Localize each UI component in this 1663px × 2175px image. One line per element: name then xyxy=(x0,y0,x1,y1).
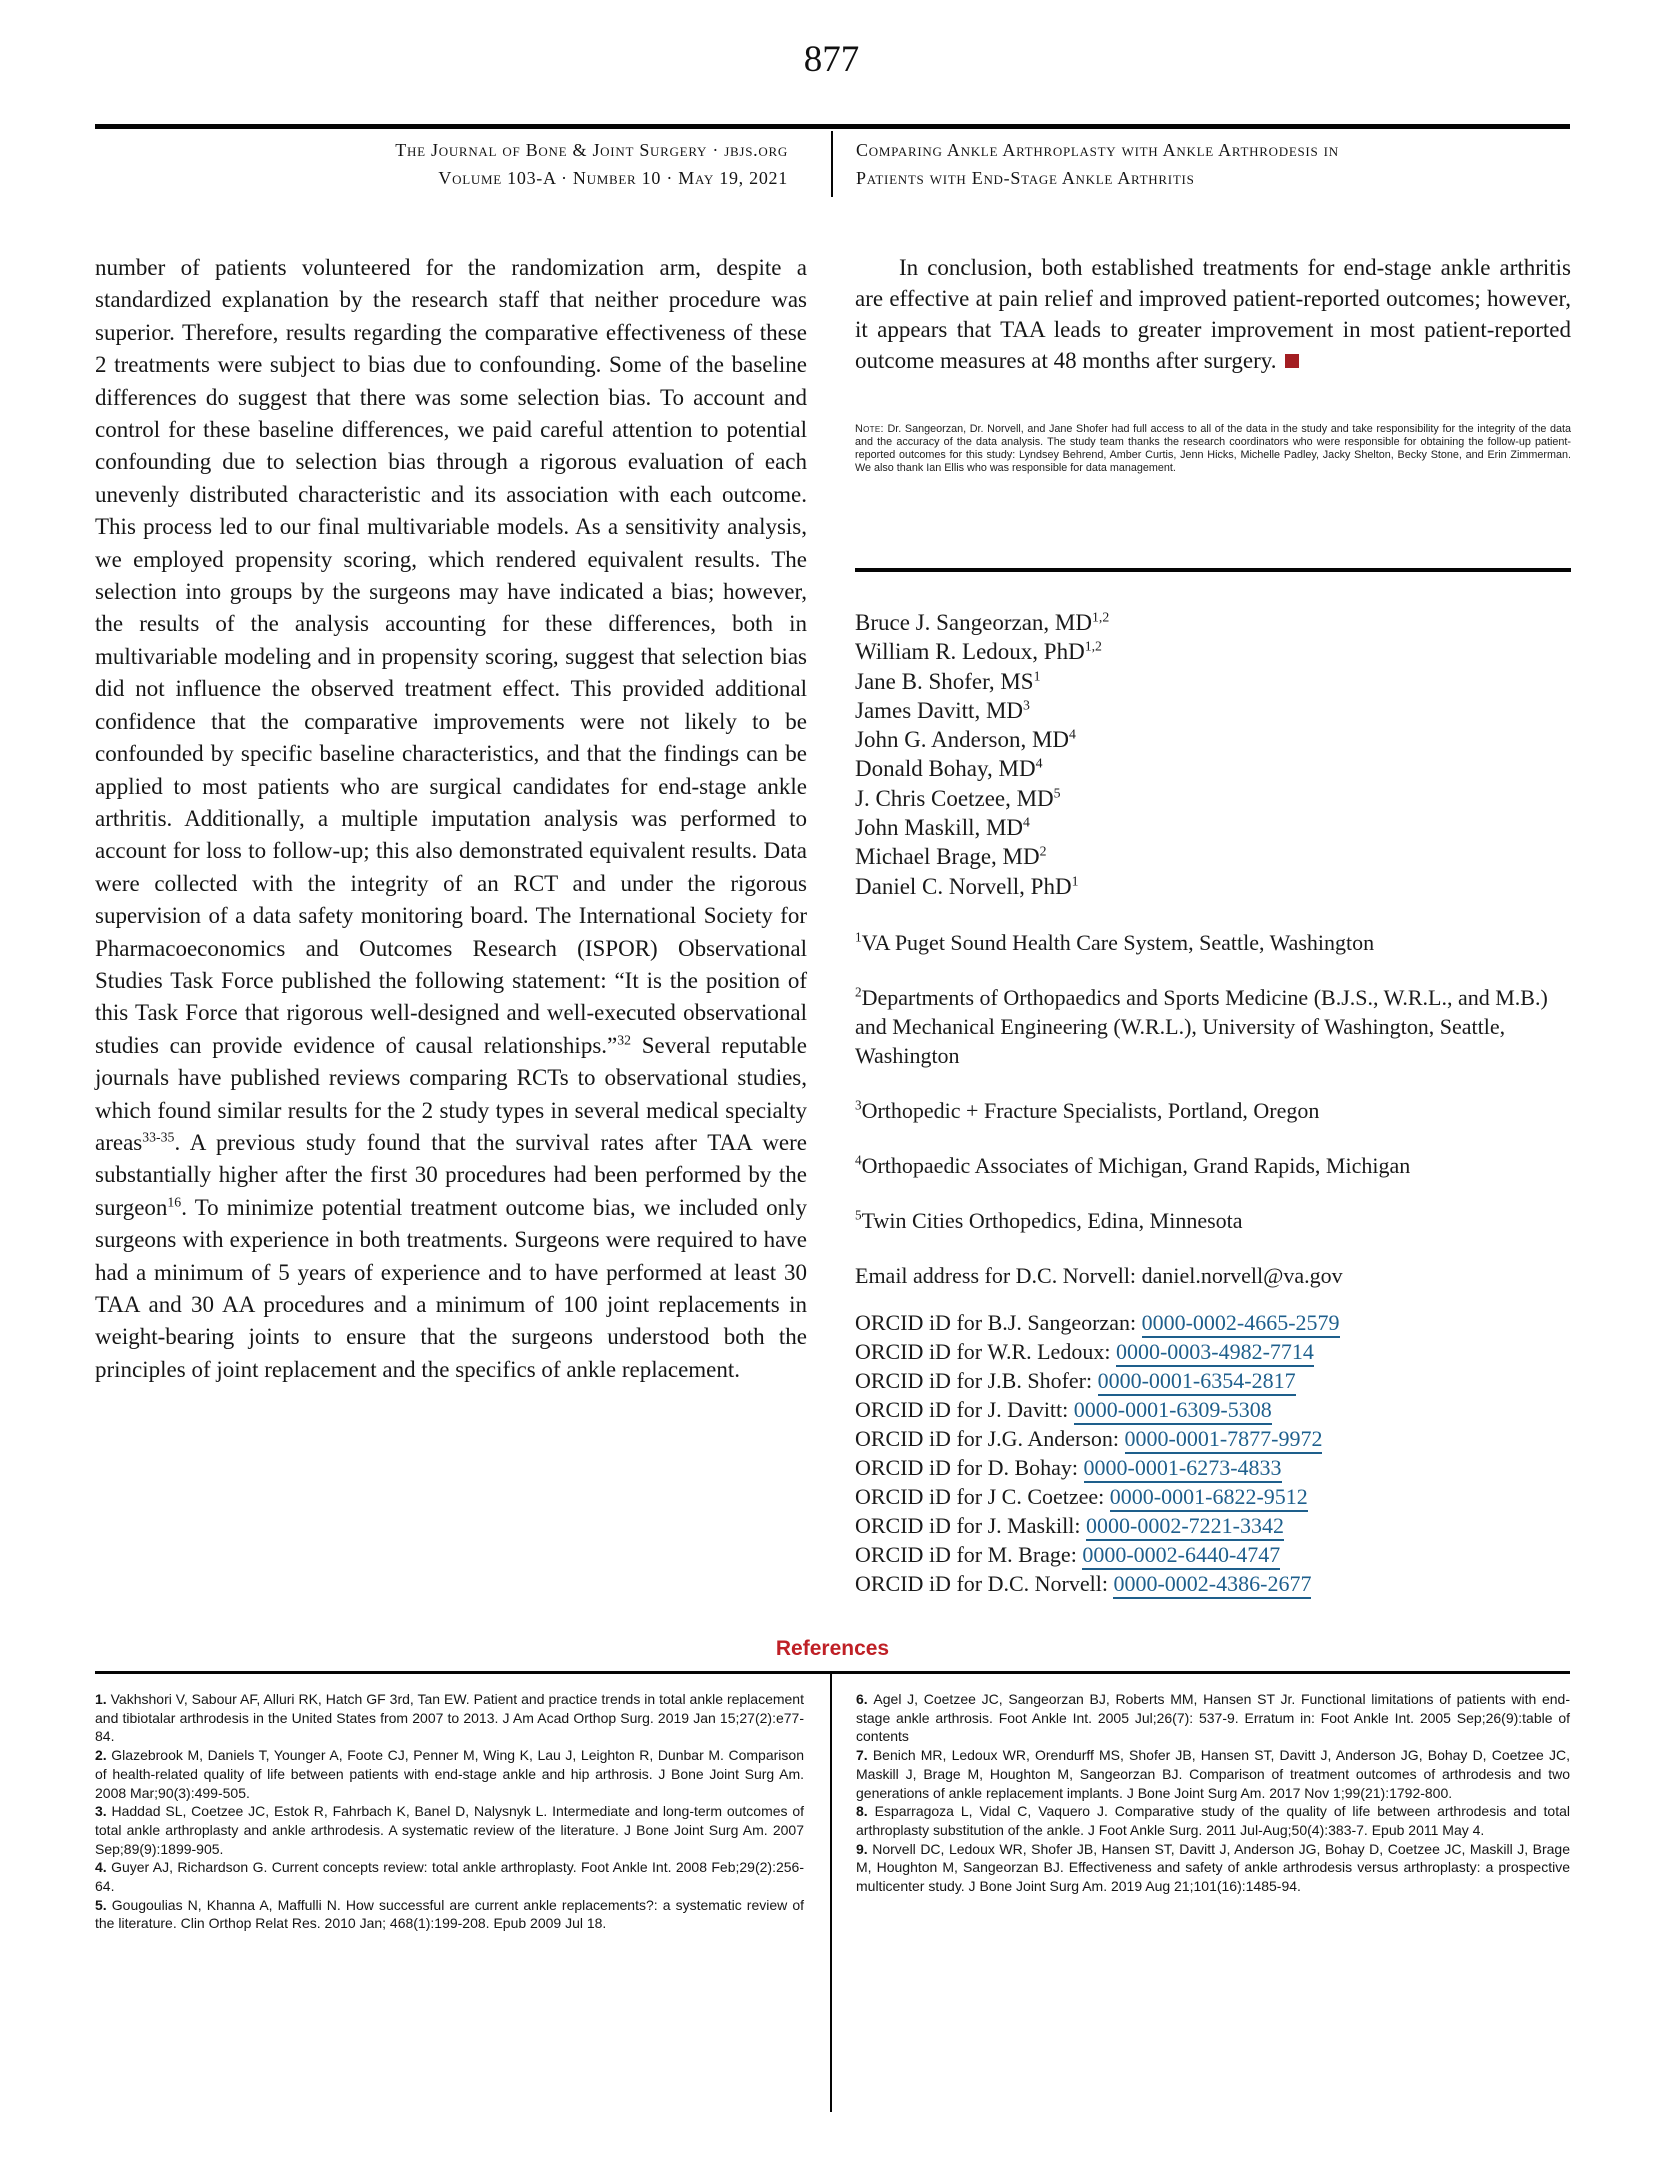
affiliations-block xyxy=(855,928,1571,1290)
orcid-id-link[interactable]: 0000-0001-6822-9512 xyxy=(1110,1484,1308,1512)
orcid-id-link[interactable]: 0000-0002-7221-3342 xyxy=(1086,1513,1284,1541)
reference-item: 1. Vakhshori V, Sabour AF, Alluri RK, Hatch GF 3rd, Tan EW. Patient and practice trends in total ankle replacement and tibiotalar arthrodesis in the United States from 2007 to 2013. J Am Acad Orthop Surg. 2019 Jan 15;27(2):e77-84. xyxy=(95,1691,804,1745)
orcid-label: ORCID iD for J C. Coetzee: xyxy=(855,1484,1110,1509)
journal-masthead xyxy=(95,136,810,192)
author-name: Donald Bohay, $MD^4$ xyxy=(855,755,1043,782)
orcid-label: ORCID iD for J. Maskill: xyxy=(855,1513,1086,1538)
orcid-id-link[interactable]: 0000-0002-4665-2579 xyxy=(1142,1310,1340,1338)
reference-item: 5. Gougoulias N, Khanna A, Maffulli N. How successful are current ankle replacements?: a systematic review of the literature. Clin Orthop Relat Res. 2010 Jan; 468(1):199-208. Epub 2009 Jul 18. xyxy=(95,1896,804,1932)
author-name: Jane B. Shofer, $MS^1$ xyxy=(855,667,1041,694)
citation-superscript: 32 xyxy=(617,1032,632,1048)
reference-item: 8. Esparragoza L, Vidal C, Vaquero J. Comparative study of the quality of life between arthrodesis and total arthroplasty substitution of the ankle. J Foot Ankle Surg. 2011 Jul-Aug;50(4):383-7. Epub 2011 May 4. xyxy=(856,1803,1570,1838)
citation-superscript: 33-35 xyxy=(142,1129,175,1145)
author-affiliation-superscript: 4 xyxy=(1023,814,1030,830)
orcid-line xyxy=(855,1540,1571,1569)
reference-item: 3. Haddad SL, Coetzee JC, Estok R, Fahrbach K, Banel D, Nalysnyk L. Intermediate and long-term outcomes of total ankle arthroplasty and ankle arthrodesis. A systematic review of the literature. J Bone Joint Surg Am. 2007 Sep;89(9):1899-905. xyxy=(95,1803,804,1857)
orcid-id-link[interactable]: 0000-0001-7877-9972 xyxy=(1125,1426,1323,1454)
journal-volume-issue: Volume 103-A · Number 10 · May 19, 2021 xyxy=(438,168,788,188)
affiliation-number-superscript: 3 xyxy=(855,1097,862,1113)
reference-number: 3. xyxy=(95,1803,112,1820)
author-affiliation-superscript: 4 xyxy=(1069,726,1076,742)
author-name: John Maskill, $MD^4$ xyxy=(855,814,1030,841)
orcid-label: ORCID iD for B.J. Sangeorzan: xyxy=(855,1310,1142,1335)
end-of-article-marker xyxy=(1285,354,1299,368)
note-text: Dr. Sangeorzan, Dr. Norvell, and Jane Shofer had full access to all of the data in the study and take responsibility for the integrity of the data and the accuracy of the data analysis. The study team thanks the research coordinators who were responsible for obtaining the follow-up patient-reported outcomes for this study: Lyndsey Behrend, Amber Curtis, Jenn Hicks, Michelle Padley, Jacky Shelton, Becky Stone, and Erin Zimmerman. We also thank Ian Ellis who was responsible for data management. xyxy=(855,423,1571,474)
reference-item: 9. Norvell DC, Ledoux WR, Shofer JB, Hansen ST, Davitt J, Anderson JG, Bohay D, Coetzee JC, Maskill J, Brage M, Houghton M, Sangeorzan BJ. Effectiveness and safety of ankle arthrodesis versus arthroplasty: a prospective multicenter study. J Bone Joint Surg Am. 2019 Aug 21;101(16):1485-94. xyxy=(856,1840,1570,1895)
discussion-paragraph: number of patients volunteered for the randomization arm, despite a standardized explanation by the research staff that neither procedure was superior. Therefore, results regarding the comparative effectiveness of these 2 treatments were subject to bias due to confounding. Some of the baseline differences do suggest that there was some selection bias. To account and control for these baseline differences, we paid careful attention to potential confounding due to selection bias through a rigorous evaluation of each unevenly distributed characteristic and its association with each outcome. This process led to our final multivariable models. As a sensitivity analysis, we employed propensity scoring, which rendered equivalent results. The selection into groups by the surgeons may have indicated a bias; however, the results of the analysis accounting for these differences, both in multivariable modeling and in propensity scoring, suggest that selection bias did not influence the observed treatment effect. This provided additional confidence that the comparative improvements were not likely to be confounded by specific baseline characteristics, and that the findings can be applied to most patients who are surgical candidates for end-stage ankle arthritis. Additionally, a multiple imputation analysis was performed to account for loss to follow-up; this also demonstrated equivalent results. Data were collected with the integrity of an RCT and under the rigorous supervision of a data safety monitoring board. The International Society for Pharmacoeconomics and Outcomes Research (ISPOR) Observational Studies Task Force published the following statement: “It is the position of this Task Force that rigorous well-designed and well-executed observational studies can provide evidence of causal relationships.”$^{32}$ Several reputable journals have published reviews comparing RCTs to observational studies, which found similar results for the 2 study types in several medical specialty areas$^{33-35}$. A previous study found that the survival rates after TAA were substantially higher after the first 30 procedures had been performed by the surgeon$^{16}$. To minimize potential treatment outcome bias, we included only surgeons with experience in both treatments. Surgeons were required to have had a minimum of 5 years of experience and to have performed at least 30 TAA and 30 AA procedures and a minimum of 100 joint replacements in weight-bearing joints to ensure that the surgeons understood both the principles of joint replacement and the specifics of ankle replacement. xyxy=(95,255,807,1382)
orcid-line xyxy=(855,1482,1571,1511)
author-name: John G. Anderson, $MD^4$ xyxy=(855,726,1076,753)
orcid-line xyxy=(855,1337,1571,1366)
author-affiliation-superscript: 1 xyxy=(1071,873,1079,889)
orcid-line xyxy=(855,1308,1571,1337)
author-name: Bruce J. Sangeorzan, MD$^{1,2}$ xyxy=(855,609,1110,635)
references-column-1 xyxy=(95,1674,832,2112)
article-title-line-2: Patients with End-Stage Ankle Arthritis xyxy=(856,168,1195,188)
author-affiliation-superscript: 2 xyxy=(1039,843,1047,859)
page-number: 877 xyxy=(803,39,860,80)
author-affiliation-superscript: 5 xyxy=(1053,785,1061,801)
conclusion-paragraph xyxy=(855,252,1571,376)
author-affiliation-superscript: 1,2 xyxy=(1091,609,1110,625)
reference-number: 5. xyxy=(95,1896,112,1913)
reference-item: 2. Glazebrook M, Daniels T, Younger A, Foote CJ, Penner M, Wing K, Lau J, Leighton R, Dunbar M. Comparison of health-related quality of life between patients with end-stage ankle and hip arthrosis. J Bone Joint Surg Am. 2008 Mar;90(3):499-505. xyxy=(95,1747,804,1801)
orcid-line xyxy=(855,1511,1571,1540)
author-name: Daniel C. Norvell, PhD$^1$ xyxy=(855,873,1079,899)
author-affiliation-superscript: 1 xyxy=(1033,667,1041,683)
reference-number: 2. xyxy=(95,1747,112,1764)
orcid-label: ORCID iD for D.C. Norvell: xyxy=(855,1571,1114,1596)
reference-number: 9. xyxy=(856,1840,873,1857)
orcid-list xyxy=(855,1308,1571,1598)
orcid-line xyxy=(855,1569,1571,1598)
affiliation: $^4$Orthopaedic Associates of Michigan, Grand Rapids, Michigan xyxy=(855,1152,1411,1178)
orcid-id-link[interactable]: 0000-0001-6309-5308 xyxy=(1074,1397,1272,1425)
citation-superscript: 16 xyxy=(167,1194,182,1210)
journal-name: The Journal of Bone & Joint Surgery · jbjs.org xyxy=(395,140,788,160)
references-column-2 xyxy=(832,1674,1570,2112)
orcid-id-link[interactable]: 0000-0001-6273-4833 xyxy=(1084,1455,1282,1483)
header-top-rule xyxy=(95,124,1570,129)
affiliation: $^5$Twin Cities Orthopedics, Edina, Minnesota xyxy=(855,1207,1243,1233)
orcid-label: ORCID iD for W.R. Ledoux: xyxy=(855,1339,1116,1364)
left-text-column xyxy=(95,252,807,1386)
email-address: daniel.norvell@va.gov xyxy=(1141,1263,1343,1288)
affiliation-number-superscript: 1 xyxy=(855,929,862,945)
references-title: References xyxy=(775,1637,890,1660)
author-name: William R. Ledoux, PhD$^{1,2}$ xyxy=(855,638,1102,665)
orcid-line xyxy=(855,1453,1571,1482)
header-column-divider xyxy=(831,131,833,197)
author-section-rule xyxy=(855,568,1571,572)
running-article-title xyxy=(856,136,1556,192)
author-affiliation-superscript: 3 xyxy=(1023,697,1030,713)
email-prefix: Email address for D.C. Norvell: xyxy=(855,1263,1142,1288)
orcid-label: ORCID iD for D. Bohay: xyxy=(855,1455,1084,1480)
orcid-id-link[interactable]: 0000-0002-4386-2677 xyxy=(1113,1571,1311,1599)
email-line xyxy=(855,1261,1571,1290)
orcid-label: ORCID iD for J. Davitt: xyxy=(855,1397,1074,1422)
reference-item: 7. Benich MR, Ledoux WR, Orendurff MS, Shofer JB, Hansen ST, Davitt J, Anderson JG, Bohay D, Coetzee JC, Maskill J, Brage M, Houghton M, Sangeorzan BJ. Comparison of treatment outcomes of arthrodesis and two generations of ankle replacement implants. J Bone Joint Surg Am. 2017 Nov 1;99(21):1792-800. xyxy=(856,1747,1570,1801)
orcid-id-link[interactable]: 0000-0002-6440-4747 xyxy=(1082,1542,1280,1570)
affiliation-number-superscript: 5 xyxy=(855,1207,862,1223)
affiliation-number-superscript: 2 xyxy=(855,984,862,1000)
affiliation-number-superscript: 4 xyxy=(855,1152,862,1168)
reference-number: 7. xyxy=(856,1747,873,1764)
reference-number: 6. xyxy=(856,1691,874,1707)
orcid-line xyxy=(855,1366,1571,1395)
reference-item: 6. Agel J, Coetzee JC, Sangeorzan BJ, Roberts MM, Hansen ST Jr. Functional limitations of patients with end-stage ankle arthrosis. Foot Ankle Int. 2005 Jul;26(7): 537-9. Erratum in: Foot Ankle Int. 2005 Sep;26(9):table of contents xyxy=(856,1691,1570,1745)
orcid-id-link[interactable]: 0000-0001-6354-2817 xyxy=(1098,1368,1296,1396)
author-affiliation-superscript: 4 xyxy=(1035,755,1043,771)
author-name: J. Chris Coetzee, $MD^5$ xyxy=(855,785,1061,811)
note-paragraph xyxy=(855,423,1571,475)
article-title-line-1: Comparing Ankle Arthroplasty with Ankle Arthrodesis in xyxy=(856,140,1339,160)
reference-item: 4. Guyer AJ, Richardson G. Current concepts review: total ankle arthroplasty. Foot Ankle Int. 2008 Feb;29(2):256-64. xyxy=(95,1859,804,1895)
affiliation: $^2$Departments of Orthopaedics and Sports Medicine (B.J.S., W.R.L., and M.B.) and Mechanical Engineering (W.R.L.), University of Washington, Seattle, Washington xyxy=(855,984,1548,1068)
reference-number: 8. xyxy=(856,1803,875,1820)
author-name: Michael Brage, $MD^2$ xyxy=(855,843,1047,870)
author-list xyxy=(855,608,1571,901)
orcid-line xyxy=(855,1424,1571,1453)
author-name: James Davitt, $MD^3$ xyxy=(855,697,1030,723)
affiliation: $^3$Orthopedic + Fracture Specialists, Portland, Oregon xyxy=(855,1097,1320,1123)
references-section xyxy=(95,1636,1570,2112)
affiliation: $^1$VA Puget Sound Health Care System, Seattle, Washington xyxy=(855,929,1375,955)
orcid-line xyxy=(855,1395,1571,1424)
author-affiliation-superscript: 1,2 xyxy=(1084,638,1102,654)
note-label: Note: xyxy=(855,423,884,435)
orcid-label: ORCID iD for J.B. Shofer: xyxy=(855,1368,1098,1393)
orcid-id-link[interactable]: 0000-0003-4982-7714 xyxy=(1116,1339,1314,1367)
conclusion-text: In conclusion, both established treatments for end-stage ankle arthritis are effective at pain relief and improved patient-reported outcomes; however, it appears that TAA leads to greater improvement in most patient-reported outcome measures at 48 months after surgery. xyxy=(855,255,1571,373)
reference-number: 4. xyxy=(95,1859,112,1876)
orcid-label: ORCID iD for J.G. Anderson: xyxy=(855,1426,1125,1451)
orcid-label: ORCID iD for M. Brage: xyxy=(855,1542,1083,1567)
reference-number: 1. xyxy=(95,1691,111,1707)
